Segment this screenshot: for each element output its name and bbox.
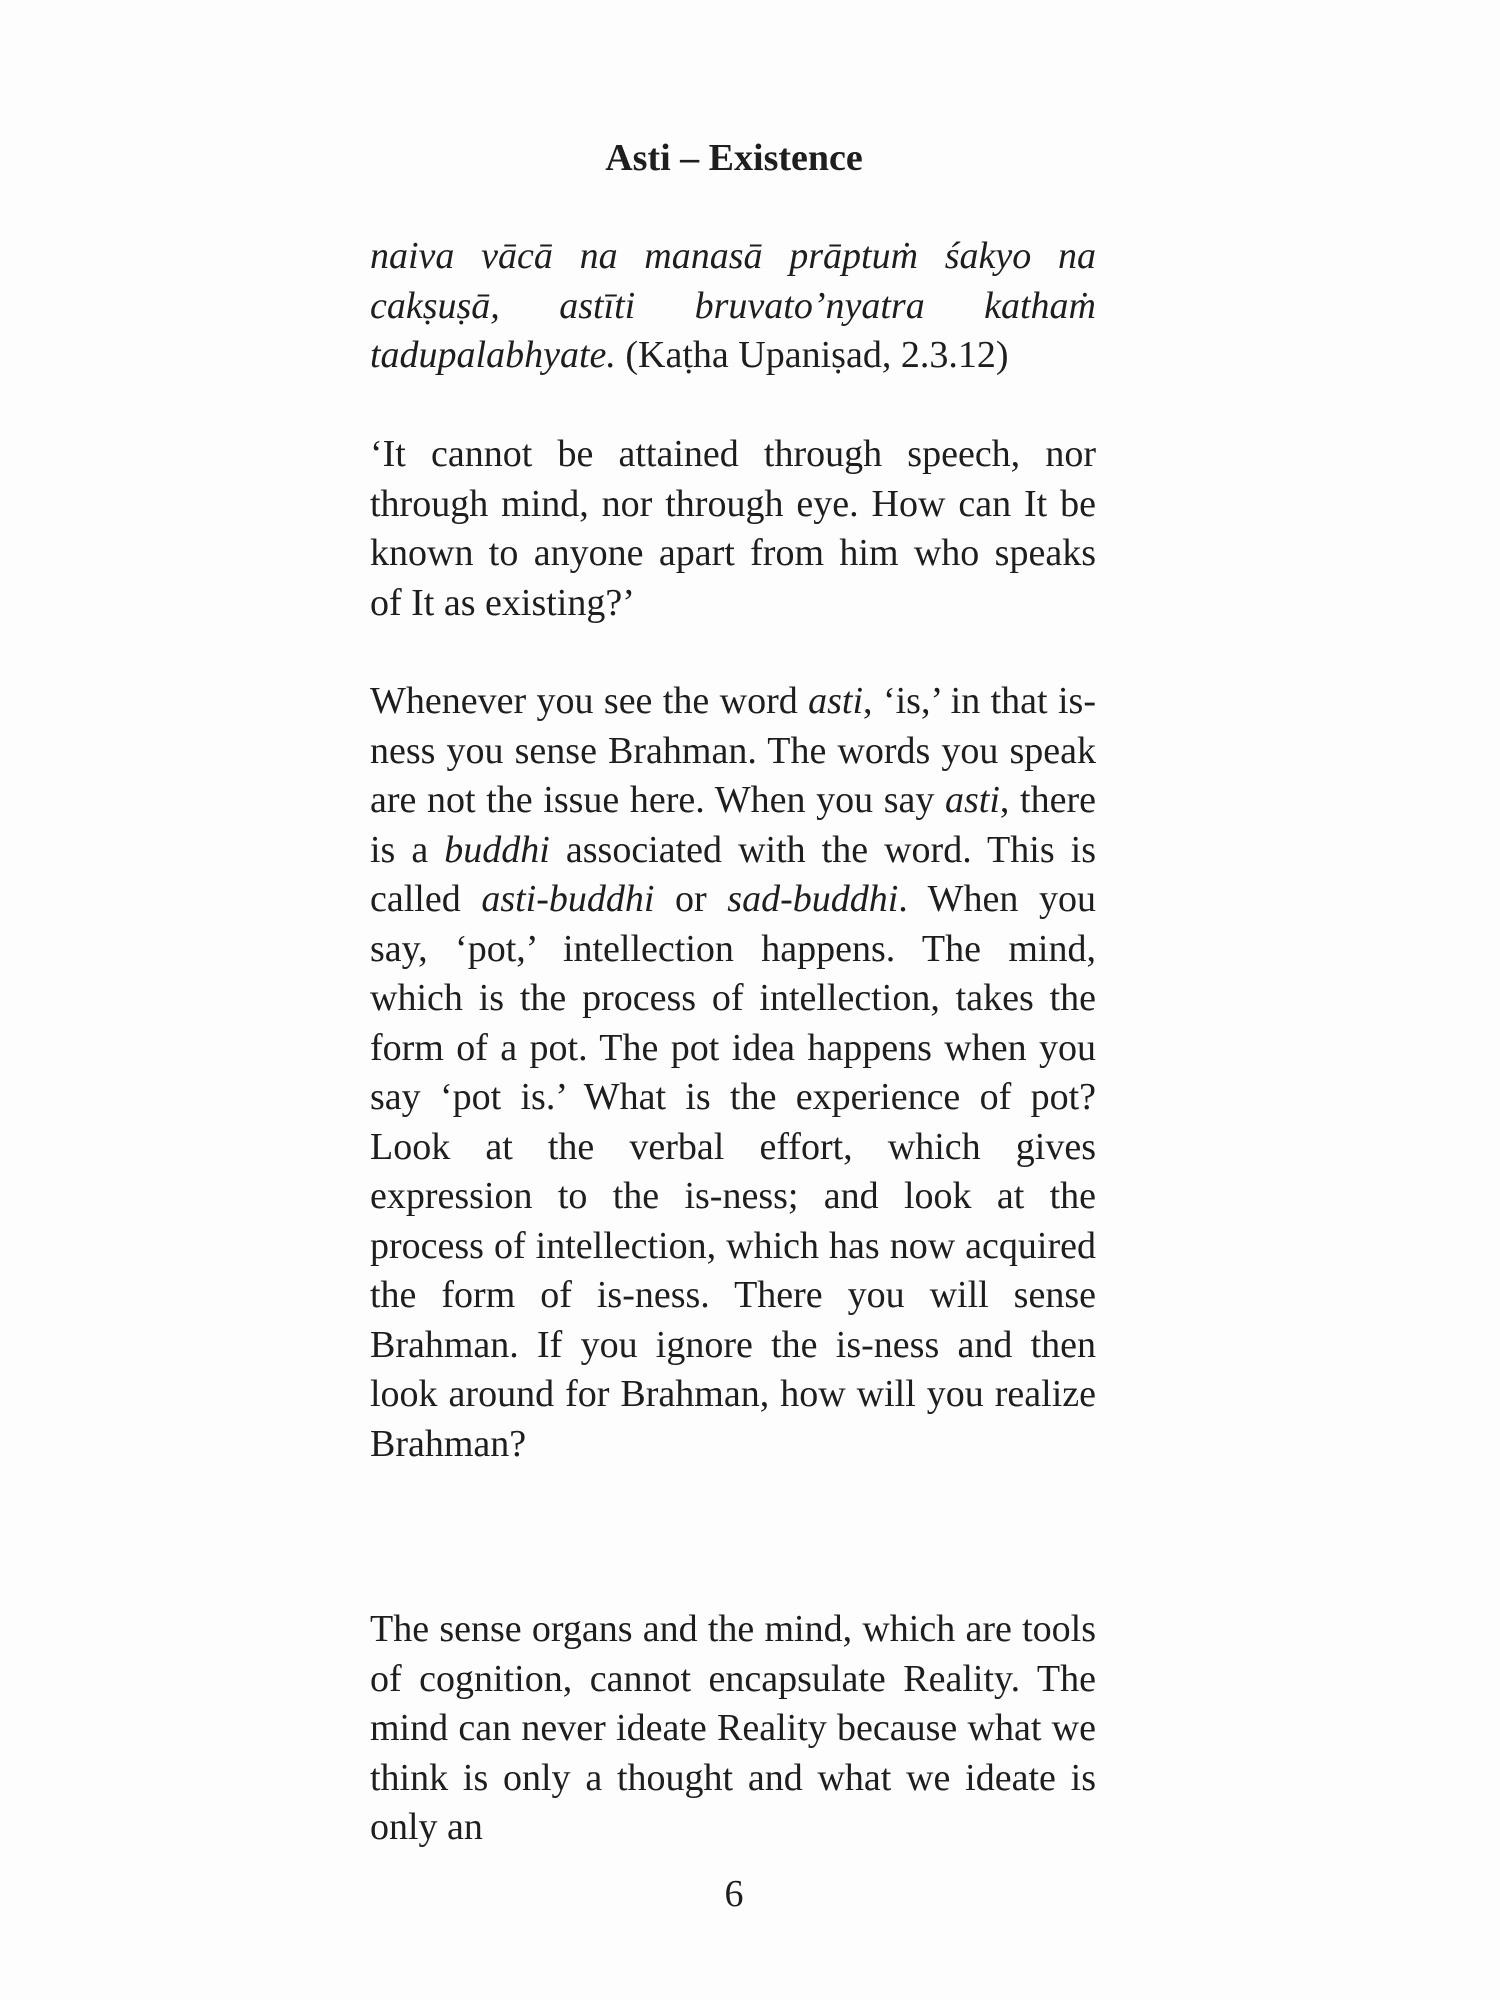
italic-term: sad-buddhi <box>727 878 899 920</box>
verse-source: (Kaṭha Upaniṣad, 2.3.12) <box>625 334 1009 376</box>
page-title: Asti – Existence <box>605 137 863 179</box>
body-paragraph <box>370 677 1096 1469</box>
text-span: Whenever you see the word <box>370 680 809 722</box>
text-span: or <box>654 878 728 920</box>
italic-term: asti <box>945 779 1000 821</box>
text-span: , there is a <box>370 779 1096 871</box>
italic-term: asti <box>808 680 864 722</box>
italic-term: buddhi <box>444 828 550 871</box>
text-span: . When you say, ‘pot,’ intellection happens. The mind, which is the process of intellection, takes the form of a pot. The pot idea happens when you say ‘pot is.’ What is the experience of pot? Look at the verbal effort, which gives expression to the is-ness; and look at the process of intellection, which has now acquired the form of is-ness. There you will sense Brahman. If you ignore the is-ness and then look around for Brahman, how will you realize Brahman? <box>370 878 1097 1465</box>
sanskrit-verse <box>370 232 1096 381</box>
page-number: 6 <box>724 1873 744 1915</box>
verse-translation: ‘It cannot be attained through speech, nor through mind, nor through eye. How can It be known to anyone apart from him who speaks of It as existing?’ <box>370 433 1096 624</box>
text-span: , ‘is,’ in that is-ness you sense Brahman. The words you speak are not the issue here. When you say <box>370 680 1096 821</box>
verse-transliteration: naiva vācā na manasā prāptuṁ śakyo na cakṣuṣā, astīti bruvato’nyatra kathaṁ tadupalabhyate. <box>370 235 1096 376</box>
text-span: associated with the word. This is called <box>370 828 1096 920</box>
italic-term: asti-buddhi <box>481 878 655 920</box>
body-paragraph: The sense organs and the mind, which are tools of cognition, cannot encapsulate Reality. The mind can never ideate Reality because what we think is only a thought and what we ideate is only an <box>370 1608 1096 1848</box>
